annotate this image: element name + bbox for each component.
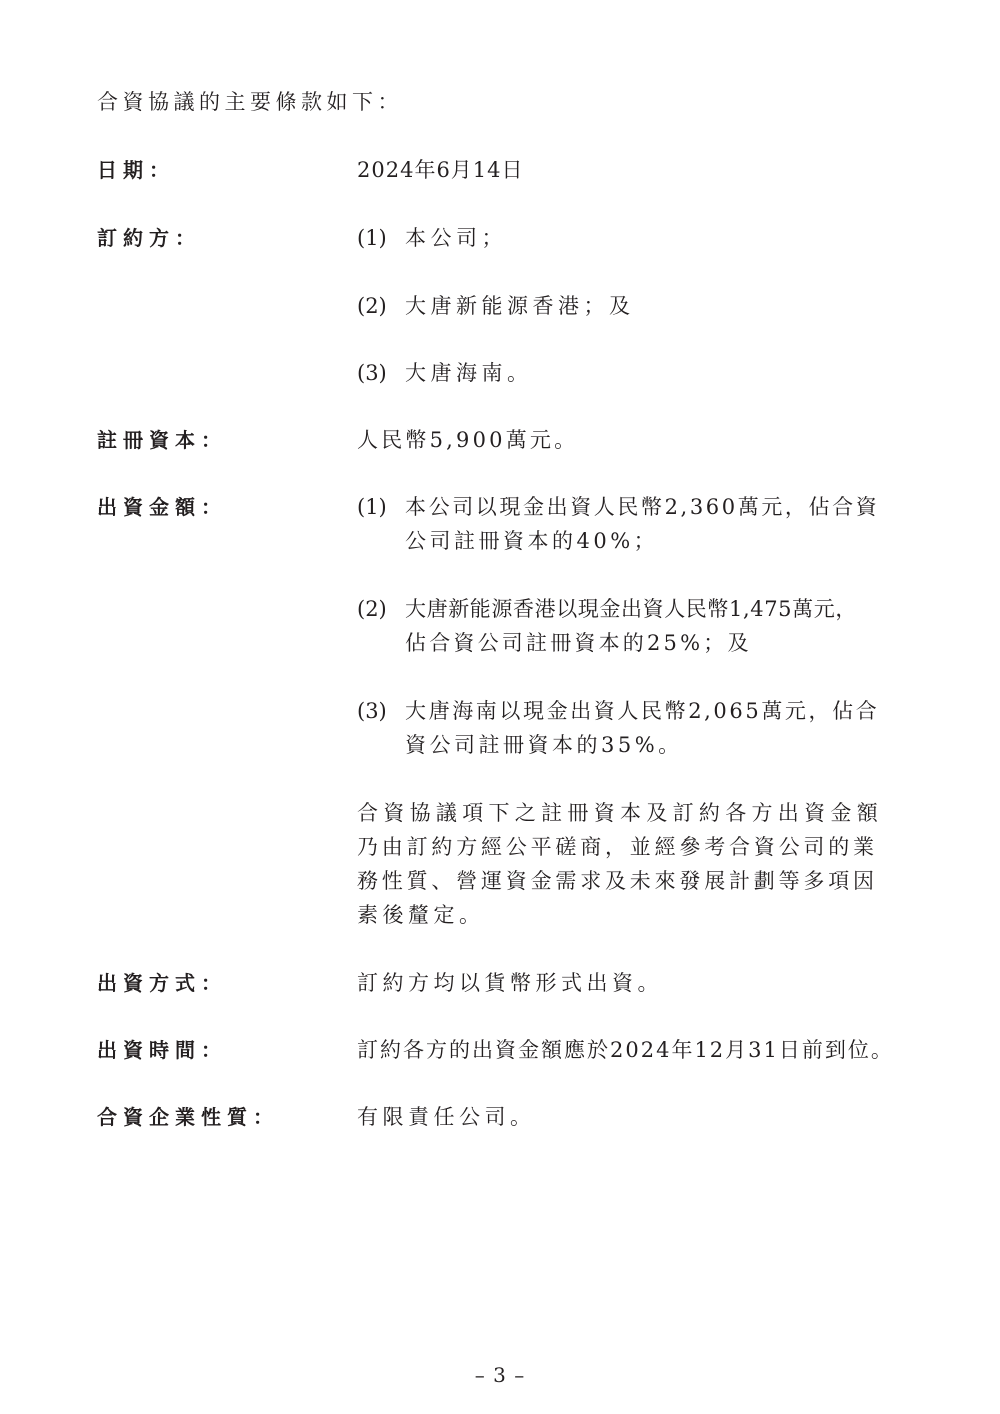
- contribution-2-line-2: 佔合資公司註冊資本的25%；及: [405, 631, 752, 655]
- registered-capital-value: 人民幣5,900萬元。: [357, 428, 579, 452]
- contribution-note-line-3: 務性質、營運資金需求及未來發展計劃等多項因: [357, 869, 878, 893]
- party-1-number: (1): [357, 226, 387, 250]
- page-number: – 3 –: [474, 1363, 526, 1387]
- contribution-3-line-1: 大唐海南以現金出資人民幣2,065萬元，佔合: [405, 699, 880, 723]
- date-value: 2024年6月14日: [357, 158, 524, 182]
- jv-nature-label: 合資企業性質：: [97, 1105, 279, 1129]
- contribution-time-label: 出資時間：: [97, 1038, 227, 1062]
- party-2-number: (2): [357, 294, 387, 318]
- party-3-number: (3): [357, 361, 387, 385]
- date-label: 日期：: [97, 158, 175, 182]
- party-3-text: 大唐海南。: [405, 361, 533, 385]
- contribution-3-line-2: 資公司註冊資本的35%。: [405, 733, 683, 757]
- contribution-note-line-2: 乃由訂約方經公平磋商，並經參考合資公司的業: [357, 835, 878, 859]
- contribution-1-number: (1): [357, 495, 387, 519]
- contribution-time-value: 訂約各方的出資金額應於2024年12月31日前到位。: [357, 1038, 894, 1062]
- contribution-2-number: (2): [357, 597, 387, 621]
- intro-text: 合資協議的主要條款如下：: [97, 90, 403, 114]
- contribution-method-value: 訂約方均以貨幣形式出資。: [357, 971, 663, 995]
- contribution-amount-label: 出資金額：: [97, 495, 227, 519]
- parties-label: 訂約方：: [97, 226, 201, 250]
- contribution-note-line-4: 素後釐定。: [357, 903, 485, 927]
- contribution-2-line-1: 大唐新能源香港以現金出資人民幣1,475萬元，: [405, 597, 857, 621]
- contribution-note-line-1: 合資協議項下之註冊資本及訂約各方出資金額: [357, 801, 883, 825]
- jv-nature-value: 有限責任公司。: [357, 1105, 536, 1129]
- party-1-text: 本公司；: [405, 226, 507, 250]
- registered-capital-label: 註冊資本：: [97, 428, 227, 452]
- contribution-method-label: 出資方式：: [97, 971, 227, 995]
- party-2-text: 大唐新能源香港；及: [405, 294, 635, 318]
- contribution-3-number: (3): [357, 699, 387, 723]
- contribution-1-line-1: 本公司以現金出資人民幣2,360萬元，佔合資: [405, 495, 880, 519]
- contribution-1-line-2: 公司註冊資本的40%；: [405, 529, 659, 553]
